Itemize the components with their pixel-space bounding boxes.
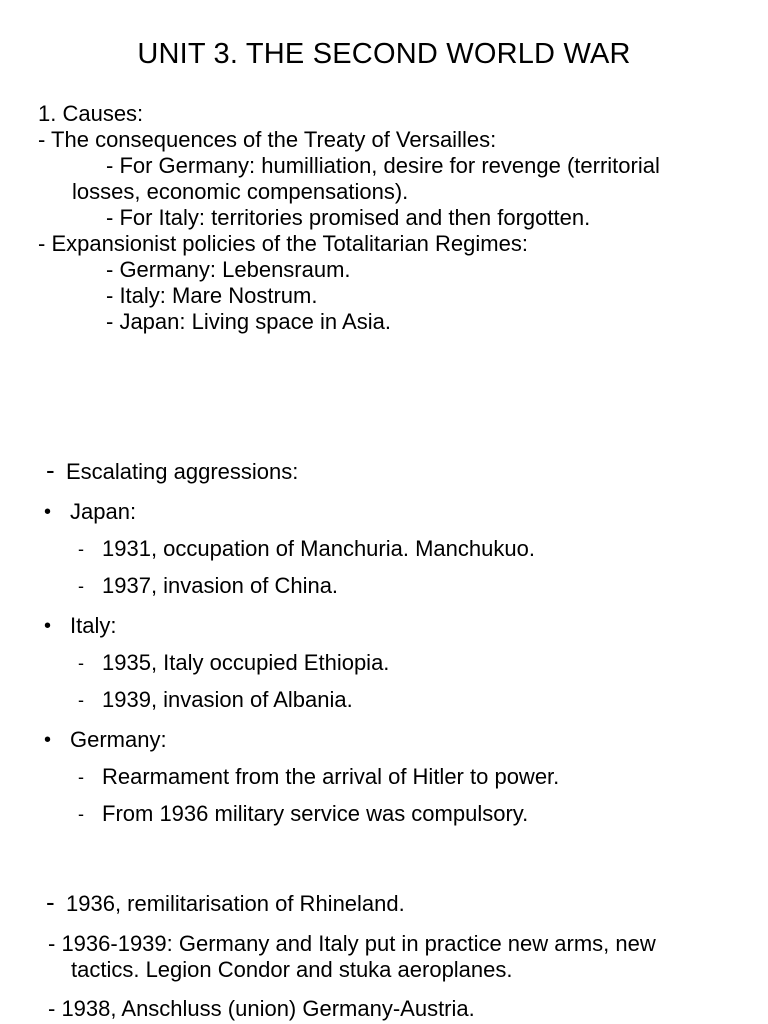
arms-line-continuation: tactics. Legion Condor and stuka aeroplanes.	[71, 957, 513, 982]
italy-mare-nostrum-line: - Italy: Mare Nostrum.	[106, 283, 318, 308]
germany-consequence-continuation: losses, economic compensations).	[72, 179, 409, 204]
japan-bullet: •	[44, 501, 52, 523]
germany-lebensraum-line: - Germany: Lebensraum.	[106, 257, 351, 282]
italy-item-1-dash: -	[78, 653, 84, 673]
germany-item-1: Rearmament from the arrival of Hitler to power.	[102, 764, 560, 789]
expansion-line: - Expansionist policies of the Totalitarian Regimes:	[38, 231, 528, 256]
japan-item-2-dash: -	[78, 576, 84, 596]
italy-item-1: 1935, Italy occupied Ethiopia.	[102, 650, 390, 675]
japan-label: Japan:	[70, 499, 137, 524]
germany-item-1-dash: -	[78, 767, 84, 787]
rhineland-row	[46, 889, 405, 917]
rhineland-text: 1936, remilitarisation of Rhineland.	[66, 891, 405, 916]
causes-heading: 1. Causes:	[38, 101, 144, 126]
italy-item-2: 1939, invasion of Albania.	[102, 687, 353, 712]
japan-living-space-line: - Japan: Living space in Asia.	[106, 309, 391, 334]
italy-consequence-line: - For Italy: territories promised and then forgotten.	[106, 205, 591, 230]
page-title: UNIT 3. THE SECOND WORLD WAR	[137, 38, 631, 70]
italy-label: Italy:	[70, 613, 117, 638]
japan-item-2: 1937, invasion of China.	[102, 573, 339, 598]
causes-section	[38, 101, 738, 335]
aggressions-heading: Escalating aggressions:	[66, 459, 299, 484]
germany-item-2-dash: -	[78, 804, 84, 824]
germany-consequence-line: - For Germany: humilliation, desire for revenge (territorial	[106, 153, 660, 178]
germany-item-2: From 1936 military service was compulsory.	[102, 801, 529, 826]
germany-label: Germany:	[70, 727, 167, 752]
rhineland-dash: -	[46, 887, 55, 917]
aggressions-heading-row	[46, 457, 298, 485]
japan-item-1: 1931, occupation of Manchuria. Manchukuo.	[102, 536, 535, 561]
japan-item-1-dash: -	[78, 539, 84, 559]
aggressions-dash: -	[46, 455, 55, 485]
anschluss-line: - 1938, Anschluss (union) Germany-Austria.	[48, 996, 475, 1021]
arms-line: - 1936-1939: Germany and Italy put in practice new arms, new	[48, 931, 656, 956]
italy-bullet: •	[44, 615, 52, 637]
italy-item-2-dash: -	[78, 690, 84, 710]
germany-bullet: •	[44, 729, 52, 751]
treaty-line: - The consequences of the Treaty of Versailles:	[38, 127, 497, 152]
